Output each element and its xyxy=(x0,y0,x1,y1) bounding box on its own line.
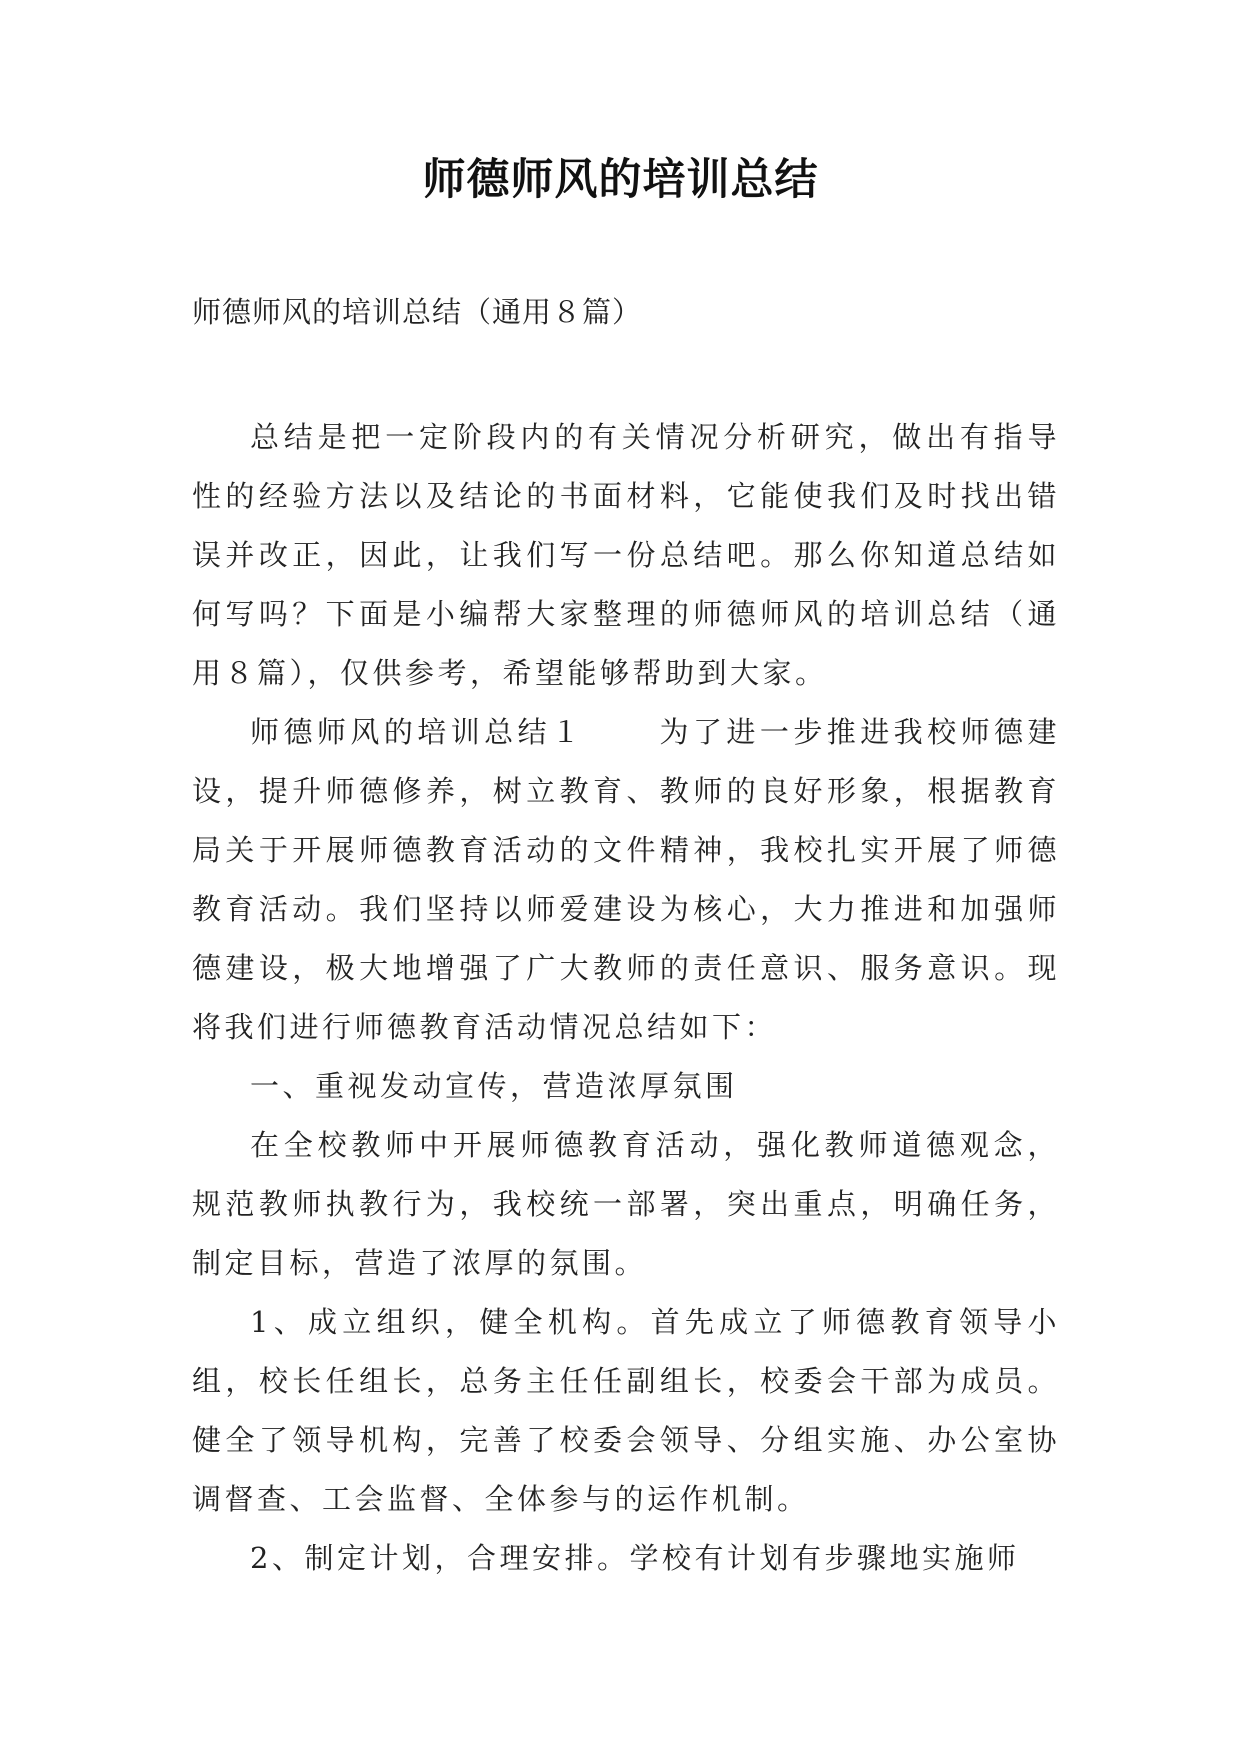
section-1-text: 为了进一步推进我校师德建设，提升师德修养，树立教育、教师的良好形象，根据教育局关于开展师德教育活动的文件精神，我校扎实开展了师德教育活动。我们坚持以师爱建设为核心，大力推进和加强师德建设，极大地增强了广大教师的责任意识、服务意识。现将我们进行师德教育活动情况总结如下： xyxy=(192,715,1060,1044)
paragraph-one: 在全校教师中开展师德教育活动，强化教师道德观念，规范教师执教行为，我校统一部署，突出重点，明确任务，制定目标，营造了浓厚的氛围。 xyxy=(192,1128,1060,1280)
document-subtitle: 师德师风的培训总结（通用８篇） xyxy=(192,295,643,329)
item-1-paragraph: 1、成立组织，健全机构。首先成立了师德教育领导小组，校长任组长，总务主任任副组长，校委会干部为成员。健全了领导机构，完善了校委会领导、分组实施、办公室协调督查、工会监督、全体参与的运作机制。 xyxy=(192,1305,1060,1516)
item-2-paragraph: 2、制定计划，合理安排。学校有计划有步骤地实施师 xyxy=(250,1541,1020,1575)
intro-paragraph: 总结是把一定阶段内的有关情况分析研究，做出有指导性的经验方法以及结论的书面材料，它能使我们及时找出错误并改正，因此，让我们写一份总结吧。那么你知道总结如何写吗？下面是小编帮大家整理的师德师风的培训总结（通用８篇），仅供参考，希望能够帮助到大家。 xyxy=(192,420,1060,690)
heading-one: 一、重视发动宣传，营造浓厚氛围 xyxy=(250,1069,738,1103)
section-1-paragraph xyxy=(192,703,1060,1057)
section-1-heading: 师德师风的培训总结１ xyxy=(250,715,585,749)
document-body xyxy=(192,408,1060,1588)
document-title: 师德师风的培训总结 xyxy=(422,155,819,205)
